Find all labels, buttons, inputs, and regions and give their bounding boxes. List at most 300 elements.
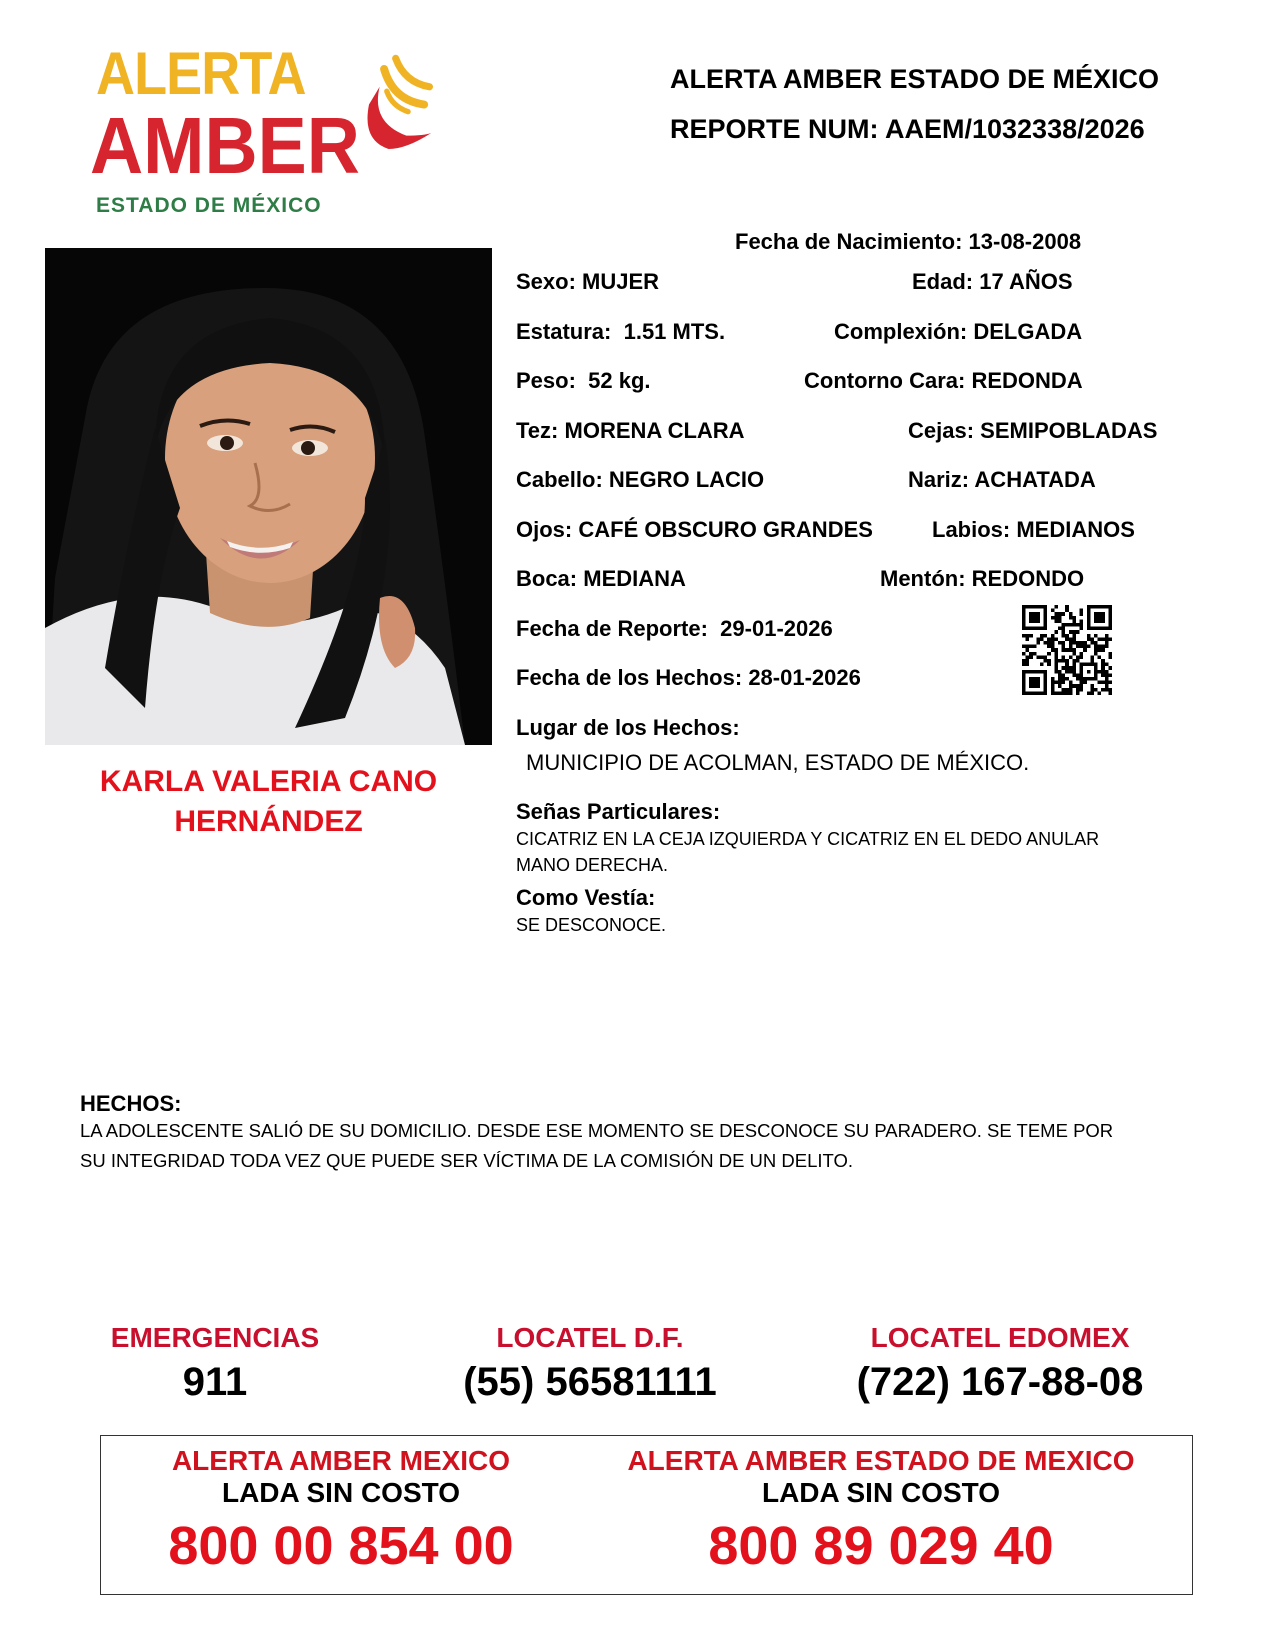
qr-module (1069, 655, 1073, 659)
qr-module (1090, 641, 1094, 645)
qr-module (1098, 637, 1102, 641)
qr-module (1029, 677, 1040, 688)
qr-module (1044, 659, 1048, 663)
qr-module (1062, 648, 1066, 652)
qr-module (1047, 641, 1051, 645)
qr-module (1051, 677, 1055, 681)
field-label: Sexo: (516, 269, 576, 294)
qr-module (1026, 655, 1030, 659)
qr-module (1069, 612, 1073, 616)
logo-alerta-text: ALERTA (96, 40, 306, 107)
qr-module (1065, 659, 1069, 663)
qr-module (1058, 684, 1062, 688)
qr-module (1101, 673, 1105, 677)
qr-module (1054, 619, 1058, 623)
qr-module (1058, 641, 1062, 645)
qr-module (1026, 663, 1030, 667)
field-label: Mentón: (880, 566, 966, 591)
qr-module (1076, 630, 1080, 634)
qr-module (1054, 648, 1058, 652)
qr-module (1101, 666, 1105, 670)
qr-module (1062, 627, 1066, 631)
field-label: Cabello: (516, 467, 603, 492)
qr-module (1026, 648, 1030, 652)
qr-module (1054, 666, 1058, 670)
qr-module (1022, 652, 1026, 656)
qr-module (1044, 655, 1048, 659)
qr-module (1080, 623, 1084, 627)
person-name-line1: KARLA VALERIA CANO (99, 765, 438, 798)
qr-module (1072, 619, 1076, 623)
qr-module (1069, 670, 1073, 674)
qr-module (1029, 645, 1033, 649)
qr-module (1065, 663, 1069, 667)
qr-module (1065, 688, 1069, 692)
qr-module (1040, 663, 1044, 667)
qr-module (1101, 645, 1105, 649)
qr-module (1101, 688, 1105, 692)
qr-module (1108, 681, 1112, 685)
qr-module (1072, 637, 1076, 641)
qr-module (1065, 634, 1069, 638)
qr-module (1069, 648, 1073, 652)
qr-module (1072, 634, 1076, 638)
qr-module (1065, 623, 1069, 627)
field-lugar-label: Lugar de los Hechos: (516, 715, 740, 740)
toll-free-box (100, 1435, 1193, 1595)
qr-module (1083, 641, 1087, 645)
qr-module (1090, 659, 1094, 663)
qr-module (1105, 684, 1109, 688)
field-label: Estatura: (516, 319, 612, 344)
qr-module (1065, 670, 1069, 674)
qr-module (1105, 670, 1109, 674)
qr-module (1065, 691, 1069, 695)
qr-module (1072, 663, 1076, 667)
qr-module (1058, 691, 1062, 695)
contact-number-emergencias[interactable]: 911 (182, 1360, 248, 1404)
qr-module (1054, 663, 1058, 667)
qr-module (1051, 684, 1055, 688)
qr-module (1098, 648, 1102, 652)
qr-module (1047, 645, 1051, 649)
field-tez (516, 417, 745, 445)
qr-module (1080, 641, 1084, 645)
qr-module (1054, 659, 1058, 663)
tollfree-number-mexico[interactable]: 800 00 854 00 (168, 1516, 514, 1576)
qr-module (1076, 659, 1080, 663)
qr-module (1105, 681, 1109, 685)
field-lugar-value: MUNICIPIO DE ACOLMAN, ESTADO DE MÉXICO. (526, 750, 1030, 775)
qr-module (1062, 681, 1066, 685)
field-value: 13-08-2008 (968, 229, 1082, 254)
qr-module (1076, 677, 1080, 681)
qr-module (1098, 670, 1102, 674)
qr-module (1036, 655, 1040, 659)
qr-module (1069, 666, 1073, 670)
qr-module (1069, 681, 1073, 685)
qr-module (1058, 677, 1062, 681)
field-label: Fecha de Reporte: (516, 616, 708, 641)
field-label: Peso: (516, 368, 576, 393)
missing-person-photo (45, 248, 492, 745)
qr-module (1062, 612, 1066, 616)
qr-module (1051, 616, 1055, 620)
field-peso (516, 367, 651, 395)
qr-module (1072, 673, 1076, 677)
qr-code-icon[interactable] (1022, 605, 1112, 695)
qr-module (1026, 645, 1030, 649)
field-ojos (516, 516, 873, 544)
field-value: 29-01-2026 (720, 616, 833, 641)
tollfree-label-mexico: ALERTA AMBER MEXICO (171, 1445, 511, 1476)
field-senas-value-line2: MANO DERECHA. (516, 855, 669, 875)
qr-module (1047, 663, 1051, 667)
qr-module (1080, 681, 1084, 685)
qr-module (1076, 623, 1080, 627)
qr-module (1108, 652, 1112, 656)
qr-module (1080, 688, 1084, 692)
qr-module (1069, 630, 1073, 634)
tollfree-label-edomex: ALERTA AMBER ESTADO DE MEXICO (627, 1445, 1135, 1476)
alerta-amber-logo (88, 40, 428, 224)
qr-module (1090, 691, 1094, 695)
qr-module (1080, 645, 1084, 649)
qr-module (1054, 605, 1058, 609)
qr-module (1058, 619, 1062, 623)
qr-module (1076, 684, 1080, 688)
qr-module (1094, 641, 1098, 645)
qr-module (1108, 691, 1112, 695)
qr-module (1101, 663, 1105, 667)
field-complexion (834, 318, 1082, 346)
qr-module (1029, 652, 1033, 656)
qr-module (1069, 684, 1073, 688)
contact-number-locatel-df[interactable]: (55) 56581111 (463, 1360, 717, 1404)
qr-module (1105, 645, 1109, 649)
logo-amber-text: AMBER (90, 101, 360, 190)
field-value: DELGADA (973, 319, 1083, 344)
qr-module (1080, 612, 1084, 616)
qr-module (1036, 637, 1040, 641)
qr-module (1098, 645, 1102, 649)
qr-module (1072, 623, 1076, 627)
qr-module (1022, 645, 1026, 649)
logo-estado-text: ESTADO DE MÉXICO (96, 194, 322, 217)
page-title: ALERTA AMBER ESTADO DE MÉXICO (670, 64, 1160, 94)
qr-module (1054, 637, 1058, 641)
qr-module (1040, 634, 1044, 638)
qr-module (1105, 641, 1109, 645)
qr-module (1054, 670, 1058, 674)
qr-module (1054, 652, 1058, 656)
qr-module (1080, 609, 1084, 613)
field-value: 1.51 MTS. (623, 319, 726, 344)
qr-module (1051, 648, 1055, 652)
qr-module (1047, 652, 1051, 656)
contact-label-locatel-edomex: LOCATEL EDOMEX (870, 1322, 1130, 1353)
qr-module (1065, 609, 1069, 613)
qr-module (1069, 641, 1073, 645)
qr-module (1051, 637, 1055, 641)
field-value: MEDIANOS (1016, 517, 1135, 542)
qr-module (1054, 655, 1058, 659)
field-cabello (516, 466, 764, 494)
qr-module (1058, 673, 1062, 677)
field-edad (912, 268, 1073, 296)
qr-module (1062, 666, 1066, 670)
qr-module (1058, 612, 1062, 616)
field-menton (880, 565, 1084, 593)
qr-module (1069, 637, 1073, 641)
qr-module (1065, 637, 1069, 641)
field-label: Ojos: (516, 517, 573, 542)
report-number: REPORTE NUM: AAEM/1032338/2026 (670, 114, 1145, 144)
qr-module (1072, 641, 1076, 645)
qr-module (1076, 641, 1080, 645)
qr-module (1076, 645, 1080, 649)
qr-module (1069, 616, 1073, 620)
field-value: CAFÉ OBSCURO GRANDES (578, 517, 873, 542)
qr-module (1026, 634, 1030, 638)
qr-module (1098, 681, 1102, 685)
field-nariz (908, 466, 1096, 494)
field-vestia-label: Como Vestía: (516, 885, 656, 910)
field-cejas (908, 417, 1157, 445)
tollfree-sub-edomex: LADA SIN COSTO (761, 1477, 1000, 1508)
qr-module (1058, 670, 1062, 674)
qr-module (1072, 659, 1076, 663)
qr-module (1054, 681, 1058, 685)
qr-module (1033, 645, 1037, 649)
field-value: NEGRO LACIO (608, 467, 765, 492)
qr-module (1087, 691, 1091, 695)
qr-module (1022, 663, 1026, 667)
qr-module (1062, 691, 1066, 695)
qr-module (1094, 652, 1098, 656)
qr-module (1058, 659, 1062, 663)
contact-label-locatel-df: LOCATEL D.F. (496, 1322, 684, 1353)
qr-module (1062, 634, 1066, 638)
qr-module (1094, 612, 1105, 623)
field-value: MUJER (582, 269, 660, 294)
qr-module (1022, 634, 1026, 638)
qr-module (1080, 684, 1084, 688)
person-name-line2: HERNÁNDEZ (174, 805, 363, 838)
qr-module (1062, 673, 1066, 677)
qr-module (1105, 663, 1109, 667)
qr-module (1105, 637, 1109, 641)
qr-module (1054, 612, 1058, 616)
qr-module (1026, 637, 1030, 641)
qr-module (1072, 648, 1076, 652)
qr-module (1047, 659, 1051, 663)
qr-module (1076, 691, 1080, 695)
qr-module (1062, 659, 1066, 663)
field-value: 17 AÑOS (979, 269, 1073, 294)
qr-module (1062, 641, 1066, 645)
field-label: Fecha de los Hechos: (516, 665, 743, 690)
field-estatura (516, 318, 725, 346)
qr-module (1108, 655, 1112, 659)
qr-module (1094, 645, 1098, 649)
field-value: 28-01-2026 (748, 665, 861, 690)
qr-module (1076, 673, 1080, 677)
field-fecha-hechos (516, 664, 861, 692)
qr-module (1044, 634, 1048, 638)
tollfree-number-edomex[interactable]: 800 89 029 40 (708, 1516, 1054, 1576)
qr-module (1098, 655, 1102, 659)
qr-module (1062, 630, 1066, 634)
field-value: MORENA CLARA (564, 418, 745, 443)
field-label: Boca: (516, 566, 578, 591)
contact-label-emergencias: EMERGENCIAS (110, 1322, 320, 1353)
qr-module (1080, 619, 1084, 623)
qr-module (1094, 634, 1098, 638)
field-label: Edad: (912, 269, 974, 294)
qr-module (1044, 641, 1048, 645)
hechos-text-line2: SU INTEGRIDAD TODA VEZ QUE PUEDE SER VÍCTIMA DE LA COMISIÓN DE UN DELITO. (80, 1150, 854, 1171)
qr-module (1076, 655, 1080, 659)
qr-module (1062, 623, 1066, 627)
field-value: SEMIPOBLADAS (980, 418, 1158, 443)
qr-module (1105, 688, 1109, 692)
qr-module (1108, 666, 1112, 670)
qr-module (1040, 637, 1044, 641)
qr-module (1029, 612, 1040, 623)
qr-module (1069, 691, 1073, 695)
field-value: ACHATADA (974, 467, 1096, 492)
qr-module (1098, 691, 1102, 695)
qr-module (1083, 681, 1087, 685)
qr-module (1087, 670, 1091, 674)
field-label: Cejas: (908, 418, 975, 443)
qr-module (1101, 648, 1105, 652)
field-label: Contorno Cara: (804, 368, 966, 393)
field-fecha-reporte (516, 615, 833, 643)
qr-module (1051, 688, 1055, 692)
qr-module (1065, 677, 1069, 681)
qr-module (1051, 609, 1055, 613)
field-value: MEDIANA (583, 566, 686, 591)
field-senas-label: Señas Particulares: (516, 799, 721, 824)
qr-module (1022, 659, 1026, 663)
qr-module (1065, 605, 1069, 609)
field-contorno-cara (804, 367, 1083, 395)
qr-module (1054, 616, 1058, 620)
qr-module (1094, 688, 1098, 692)
qr-module (1083, 648, 1087, 652)
field-vestia-value: SE DESCONOCE. (516, 915, 667, 935)
qr-module (1072, 616, 1076, 620)
qr-module (1026, 659, 1030, 663)
qr-module (1108, 688, 1112, 692)
qr-module (1051, 691, 1055, 695)
qr-module (1072, 630, 1076, 634)
field-label: Tez: (516, 418, 559, 443)
field-label: Fecha de Nacimiento: (735, 229, 963, 254)
qr-module (1108, 637, 1112, 641)
qr-module (1058, 681, 1062, 685)
qr-module (1101, 637, 1105, 641)
qr-module (1080, 655, 1084, 659)
qr-module (1062, 677, 1066, 681)
hechos-text-line1: LA ADOLESCENTE SALIÓ DE SU DOMICILIO. DESDE ESE MOMENTO SE DESCONOCE SU PARADERO. SE TEME POR (80, 1120, 1114, 1141)
qr-module (1087, 645, 1091, 649)
qr-module (1072, 670, 1076, 674)
tollfree-sub-mexico: LADA SIN COSTO (221, 1477, 460, 1508)
qr-module (1069, 688, 1073, 692)
qr-module (1087, 637, 1091, 641)
qr-module (1065, 666, 1069, 670)
qr-module (1065, 648, 1069, 652)
qr-module (1058, 616, 1062, 620)
field-fecha-nacimiento (735, 228, 1081, 256)
qr-module (1051, 645, 1055, 649)
qr-module (1101, 659, 1105, 663)
qr-module (1090, 684, 1094, 688)
field-boca (516, 565, 686, 593)
qr-module (1076, 688, 1080, 692)
qr-module (1054, 630, 1058, 634)
qr-module (1105, 634, 1109, 638)
field-label: Complexión: (834, 319, 968, 344)
bell-horn-icon (353, 44, 433, 174)
qr-module (1105, 677, 1109, 681)
qr-module (1090, 655, 1094, 659)
qr-module (1090, 637, 1094, 641)
qr-module (1087, 634, 1091, 638)
qr-module (1062, 645, 1066, 649)
qr-module (1094, 648, 1098, 652)
qr-module (1047, 637, 1051, 641)
field-label: Nariz: (908, 467, 970, 492)
field-senas-value-line1: CICATRIZ EN LA CEJA IZQUIERDA Y CICATRIZ EN EL DEDO ANULAR (516, 829, 1100, 849)
qr-module (1101, 681, 1105, 685)
qr-module (1058, 627, 1062, 631)
qr-module (1108, 673, 1112, 677)
qr-module (1069, 645, 1073, 649)
field-labios (932, 516, 1135, 544)
field-value: REDONDO (971, 566, 1085, 591)
qr-module (1062, 688, 1066, 692)
field-label: Labios: (932, 517, 1011, 542)
qr-module (1029, 634, 1033, 638)
field-value: 52 kg. (588, 368, 651, 393)
contact-number-locatel-edomex[interactable]: (722) 167-88-08 (856, 1360, 1144, 1404)
qr-module (1054, 691, 1058, 695)
qr-module (1029, 655, 1033, 659)
qr-module (1033, 652, 1037, 656)
qr-module (1080, 627, 1084, 631)
qr-module (1105, 673, 1109, 677)
qr-module (1083, 645, 1087, 649)
qr-module (1040, 655, 1044, 659)
qr-module (1036, 641, 1040, 645)
qr-module (1051, 641, 1055, 645)
qr-module (1072, 666, 1076, 670)
qr-module (1072, 652, 1076, 656)
qr-module (1051, 634, 1055, 638)
qr-module (1062, 655, 1066, 659)
field-value: REDONDA (971, 368, 1083, 393)
qr-module (1051, 681, 1055, 685)
qr-module (1090, 688, 1094, 692)
qr-module (1069, 623, 1073, 627)
field-sexo (516, 268, 659, 296)
qr-module (1072, 684, 1076, 688)
hechos-label: HECHOS: (80, 1091, 182, 1116)
